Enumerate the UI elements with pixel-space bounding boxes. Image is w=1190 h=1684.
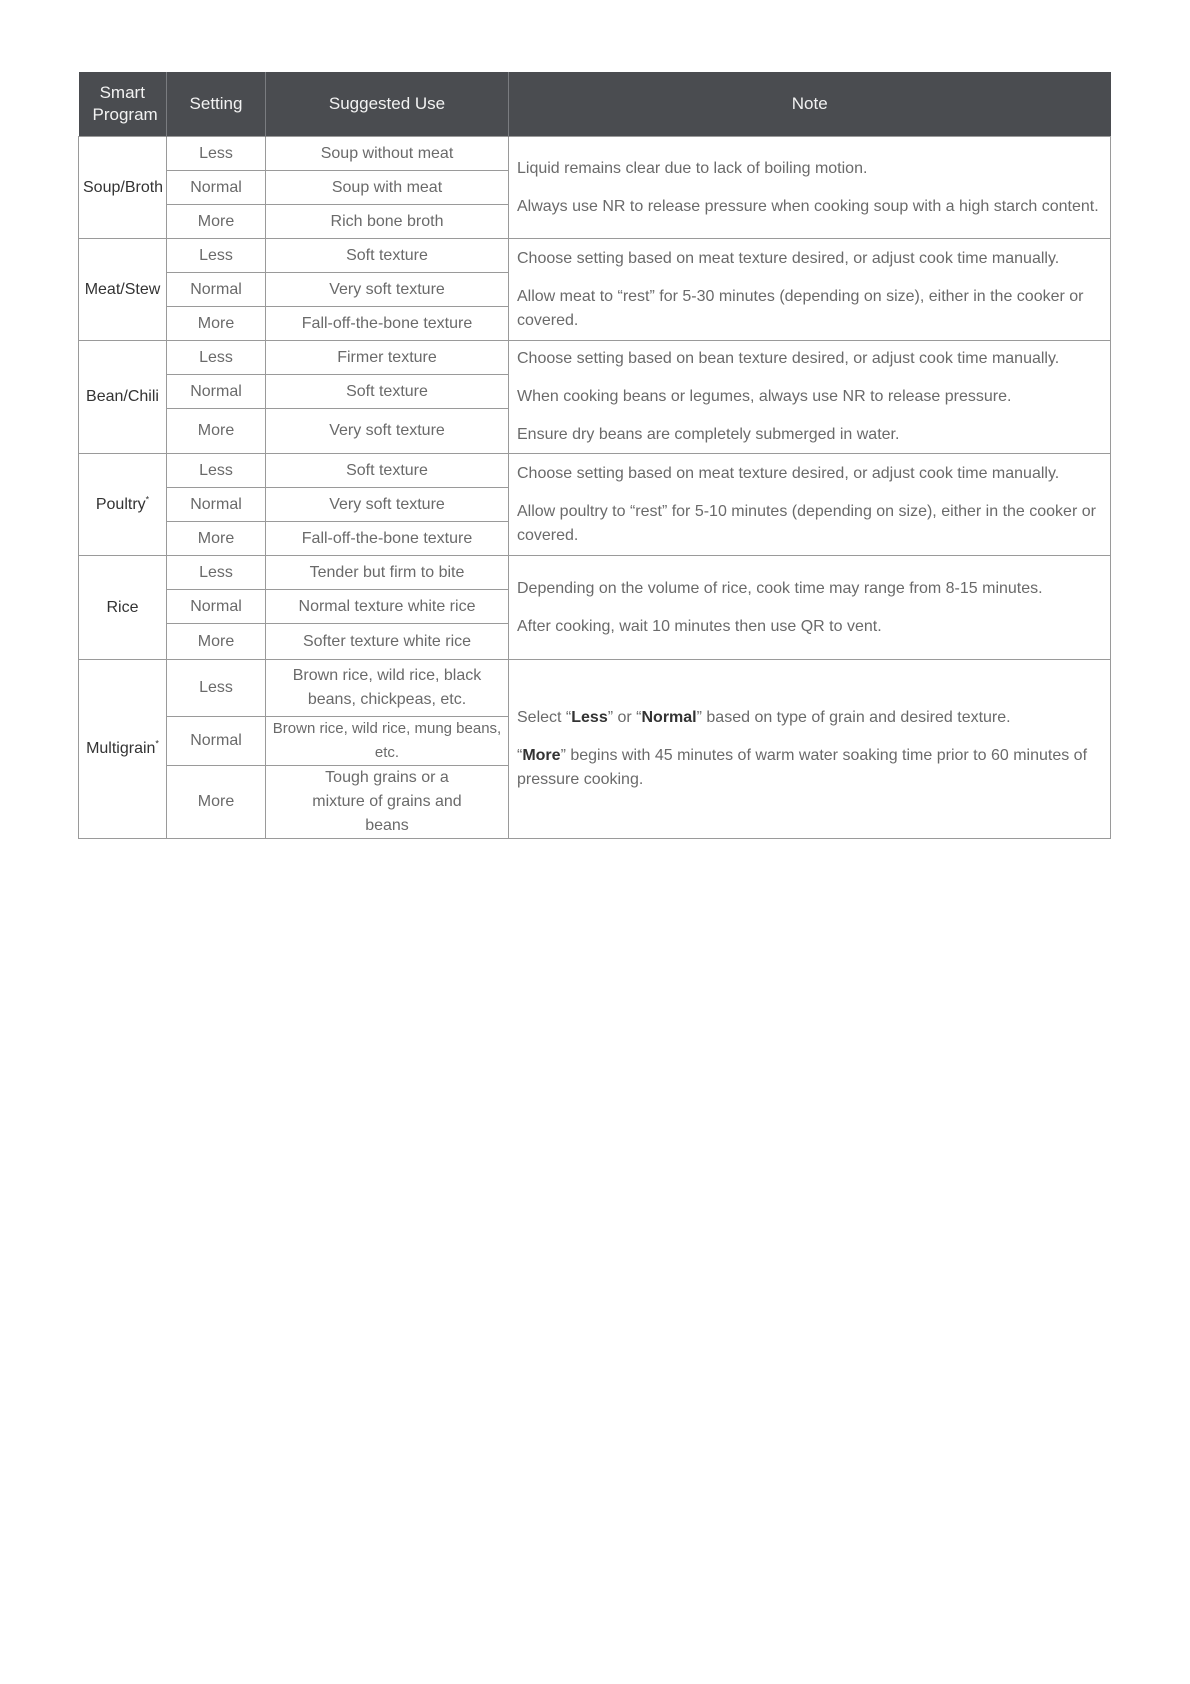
use-cell: Tender but firm to bite [266,556,509,590]
setting-cell: Less [167,239,266,273]
use-cell: Normal texture white rice [266,590,509,624]
setting-cell: More [167,522,266,556]
header-suggested-use: Suggested Use [266,72,509,137]
note-text: ” begins with 45 minutes of warm water soaking time prior to 60 minutes of pressure cooking. [517,747,1088,788]
note-line: Choose setting based on meat texture desired, or adjust cook time manually. [517,464,1060,482]
use-cell: Rich bone broth [266,205,509,239]
use-cell: Very soft texture [266,488,509,522]
setting-cell: Normal [167,171,266,205]
use-cell: Soup without meat [266,137,509,171]
setting-cell: Less [167,454,266,488]
note-line: Allow poultry to “rest” for 5-10 minutes (depending on size), either in the cooker or covered. [517,502,1096,544]
note-line [517,744,1102,792]
note-line: Choose setting based on bean texture desired, or adjust cook time manually. [517,350,1060,367]
note-line: Choose setting based on meat texture desired, or adjust cook time manually. [517,249,1060,267]
use-cell: Brown rice, wild rice, black beans, chickpeas, etc. [266,660,509,717]
note-text: “ [517,747,523,764]
program-cell [79,660,167,839]
setting-cell: Less [167,137,266,171]
note-line: Ensure dry beans are completely submerged in water. [517,426,900,443]
setting-cell: More [167,624,266,660]
table-row [79,454,1111,488]
header-smart-program: Smart Program [79,72,167,137]
table-row [79,660,1111,717]
note-text: ” or “ [607,709,642,726]
note-line: Always use NR to release pressure when cooking soup with a high starch content. [517,197,1099,215]
note-emphasis: Less [571,709,608,726]
use-cell: Soft texture [266,454,509,488]
note-cell [509,660,1111,839]
setting-cell: Normal [167,375,266,409]
note-line: After cooking, wait 10 minutes then use QR to vent. [517,617,882,635]
program-cell [79,454,167,556]
note-cell [509,454,1111,556]
note-text: Select “ [517,709,572,726]
table-row [79,239,1111,273]
note-emphasis: Normal [641,709,697,726]
program-cell: Meat/Stew [79,239,167,341]
setting-cell: Normal [167,273,266,307]
header-setting: Setting [167,72,266,137]
note-cell [509,341,1111,454]
setting-cell: Less [167,660,266,717]
use-cell: Firmer texture [266,341,509,375]
program-label: Multigrain [86,740,156,757]
note-line: Depending on the volume of rice, cook time may range from 8-15 minutes. [517,579,1043,597]
use-cell: Soft texture [266,375,509,409]
note-cell [509,239,1111,341]
note-line: Allow meat to “rest” for 5-30 minutes (depending on size), either in the cooker or covered. [517,287,1084,329]
program-label: Poultry [95,495,146,513]
use-cell: Soup with meat [266,171,509,205]
use-cell: Tough grains or a mixture of grains and beans [266,766,509,839]
header-note: Note [509,72,1111,137]
use-cell: Soft texture [266,239,509,273]
setting-cell: Normal [167,590,266,624]
setting-cell: More [167,205,266,239]
note-text: ” based on type of grain and desired texture. [696,709,1011,726]
program-cell: Soup/Broth [79,137,167,239]
setting-cell: Normal [167,488,266,522]
use-cell: Softer texture white rice [266,624,509,660]
note-cell [509,556,1111,660]
table-row [79,556,1111,590]
table-row [79,137,1111,171]
note-line: When cooking beans or legumes, always use NR to release pressure. [517,388,1012,405]
use-cell: Brown rice, wild rice, mung beans, etc. [266,717,509,766]
setting-cell: Normal [167,717,266,766]
setting-cell: More [167,766,266,839]
program-cell: Bean/Chili [79,341,167,454]
setting-cell: More [167,409,266,454]
setting-cell: Less [167,341,266,375]
footnote-mark: * [155,738,159,749]
smart-program-table-wrapper [78,72,1110,839]
note-cell [509,137,1111,239]
use-cell: Very soft texture [266,409,509,454]
program-cell: Rice [79,556,167,660]
use-cell: Fall-off-the-bone texture [266,307,509,341]
note-line: Liquid remains clear due to lack of boiling motion. [517,159,868,177]
footnote-mark: * [145,494,150,505]
smart-program-table [78,72,1111,839]
use-cell: Very soft texture [266,273,509,307]
use-cell: Fall-off-the-bone texture [266,522,509,556]
note-emphasis: More [522,747,561,764]
table-row [79,341,1111,375]
note-line [517,706,1102,730]
setting-cell: More [167,307,266,341]
table-header-row [79,72,1111,137]
setting-cell: Less [167,556,266,590]
